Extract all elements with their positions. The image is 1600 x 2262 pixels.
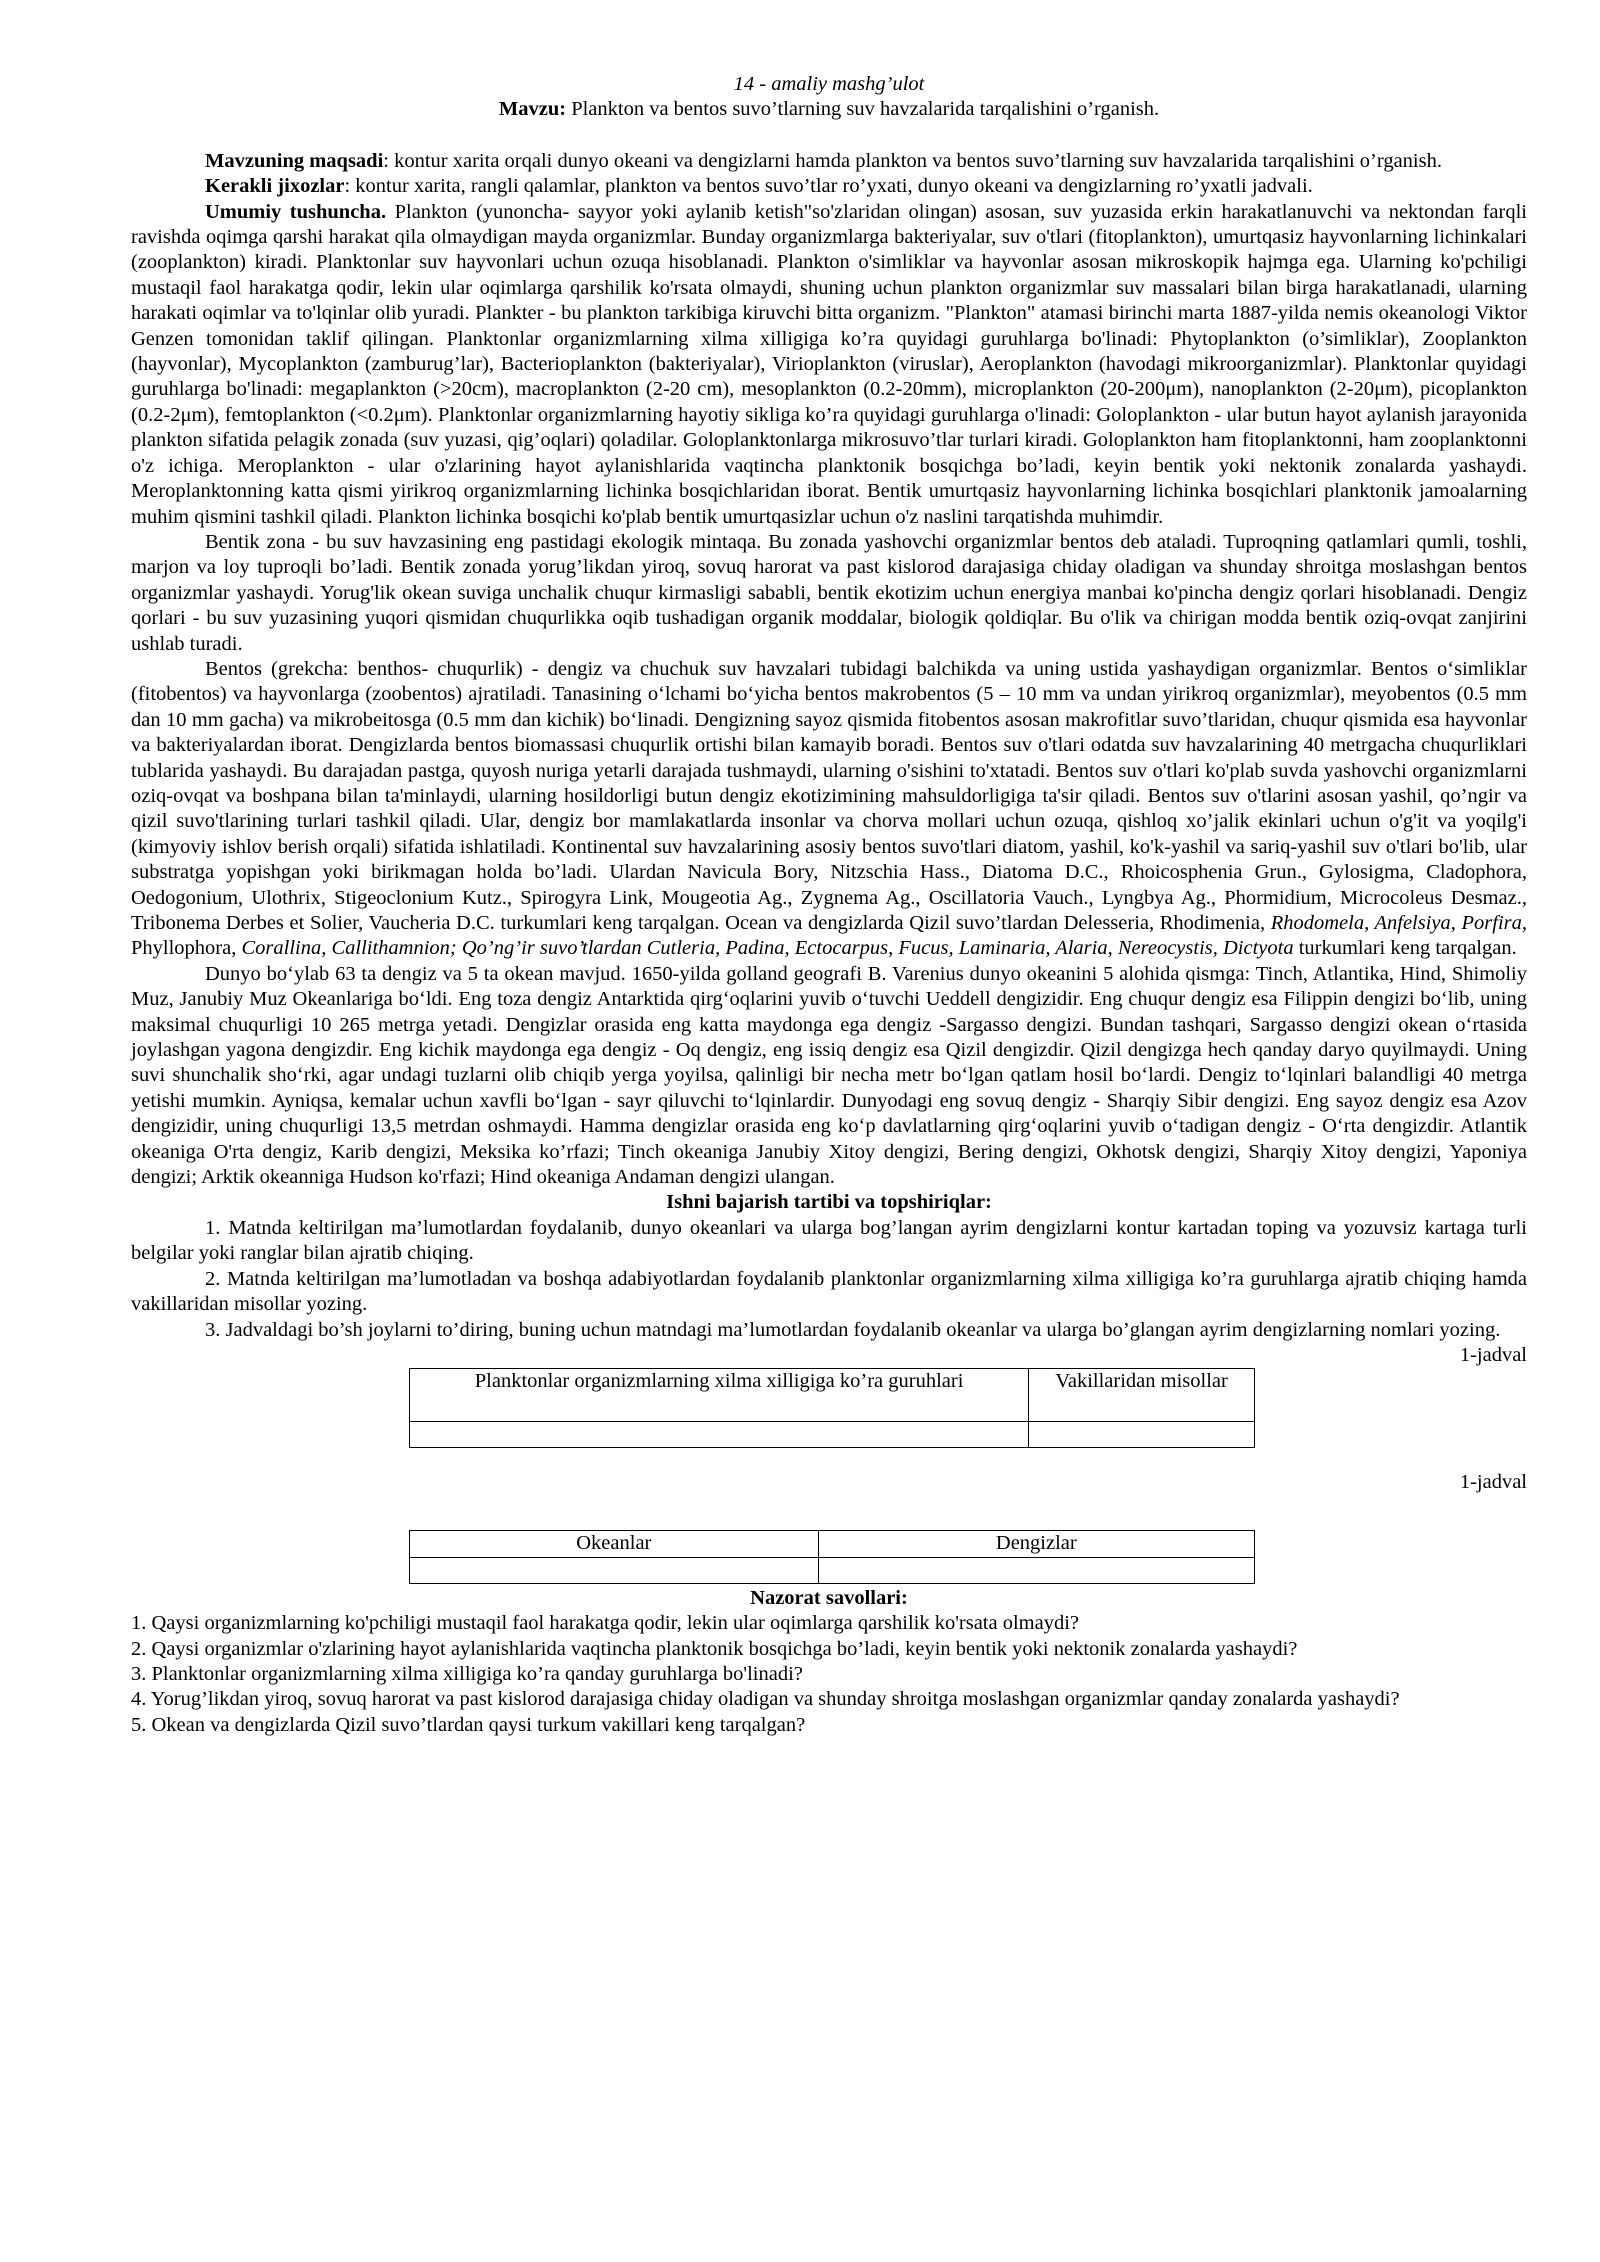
question-item-2: 2. Qaysi organizmlar o'zlarining hayot aylanishlarida vaqtincha planktonik bosqichga bo’ladi, keyin bentik yoki nektonik zonalarda yashaydi? — [131, 1637, 1298, 1660]
document-page — [131, 72, 1527, 1738]
questions-list — [131, 1611, 1527, 1738]
oceans-paragraph: Dunyo bo‘ylab 63 ta dengiz va 5 ta okean mavjud. 1650-yilda golland geografi B. Varenius dunyo okeanini 5 alohida qismga: Tinch, Atlantika, Hind, Shimoliy Muz, Janubiy Muz Okeanlariga bo‘ldi. Eng toza dengiz Antarktida qirg‘oqlarini yuvib o‘tuvchi Ueddell dengizidir. Eng chuqur dengiz esa Filippin dengizi bo‘lib, uning maksimal chuqurligi 10 265 metrga yetadi. Dengizlar orasida eng katta maydonga ega dengiz -Sargasso dengizi. Bundan tashqari, Sargasso dengizi okean o‘rtasida joylashgan yagona dengizdir. Eng kichik maydonga ega dengiz - Oq dengiz, eng issiq dengiz esa Qizil dengizdir. Qizil dengizga hech qanday daryo quyilmaydi. Uning suvi shunchalik sho‘rki, agar undagi tuzlarni olib chiqib yerga yoyilsa, qalinligi bir necha metr bo‘lgan qatlam hosil bo‘lardi. Dengiz to‘lqinlari balandligi 40 metrga yetishi mumkin. Ayniqsa, kemalar uchun xavfli bo‘lgan - sayr qiluvchi to‘lqinlardir. Dunyodagi eng sovuq dengiz - Sharqiy Sibir dengizi. Eng sayoz dengiz esa Azov dengizidir, uning chuqurligi 13,5 metrdan oshmaydi. Hamma dengizlar orasida eng ko‘p davlatlarning qirg‘oqlarini yuvib o‘tadigan dengiz - O‘rta dengizdir. Atlantik okeaniga O'rta dengiz, Karib dengizi, Meksika ko’rfazi; Tinch okeaniga Janubiy Xitoy dengizi, Bering dengizi, Okhotsk dengizi, Sharqiy Xitoy dengizi, Yaponiya dengizi; Arktik okeanniga Hudson ko'rfazi; Hind okeaniga Andaman dengizi ulangan. — [131, 962, 1527, 1189]
benthos-text-2: Phyllophora, — [131, 937, 242, 960]
table1-empty-cell[interactable] — [1029, 1422, 1255, 1448]
benthos-paragraph — [131, 657, 1527, 962]
question-item-3: 3. Planktonlar organizmlarning xilma xilligiga ko’ra qanday guruhlarga bo'linadi? — [131, 1662, 803, 1685]
table1-header-examples: Vakillaridan misollar — [1029, 1369, 1255, 1422]
table2-header-seas: Dengizlar — [818, 1530, 1254, 1557]
table2-caption: 1-jadval — [1459, 1471, 1527, 1494]
topic-label: Mavzu: — [498, 98, 567, 121]
benthos-text-3: turkumlari keng tarqalgan. — [1293, 937, 1517, 960]
tools-label: Kerakli jixozlar — [205, 175, 345, 198]
topic-text: Plankton va bentos suvo’tlarning suv havzalarida tarqalishini o’rganish. — [566, 98, 1160, 121]
task-item-3: 3. Jadvaldagi bo’sh joylarni to’diring, buning uchun matndagi ma’lumotlardan foydalanib okeanlar va ularga bo’glangan ayrim dengizlarning nomlari yozing. — [205, 1318, 1501, 1341]
tools-paragraph — [131, 174, 1527, 199]
oceans-seas-table — [409, 1530, 1255, 1584]
table2-empty-cell[interactable] — [818, 1557, 1254, 1583]
topic-line — [131, 97, 1527, 122]
purpose-paragraph — [131, 149, 1527, 174]
table1-header-groups: Planktonlar organizmlarning xilma xilligiga ko’ra guruhlari — [410, 1369, 1029, 1422]
purpose-text: : kontur xarita orqali dunyo okeani va dengizlarni hamda plankton va bentos suvo’tlarning suv havzalarida tarqalishini o’rganish. — [383, 149, 1442, 172]
questions-heading: Nazorat savollari: — [750, 1586, 908, 1609]
task-item-1: 1. Matnda keltirilgan ma’lumotlardan foydalanib, dunyo okeanlari va ularga bog’langan ayrim dengizlarni kontur kartadan toping va yozuvsiz kartaga turli belgilar yoki ranglar bilan ajratib chiqing. — [131, 1216, 1527, 1265]
concept-paragraph — [131, 200, 1527, 530]
concept-text: Plankton (yunoncha- sayyor yoki aylanib ketish"so'zlaridan olingan) asosan, suv yuzasida erkin harakatlanuvchi va nektondan farqli ravishda oqimga qarshi harakat qila olmaydigan mayda organizmlar. Bunday organizmlarga bakteriyalar, suv o'tlari (fitoplankton), umurtqasiz hayvonlarning lichinkalari (zooplankton) kiradi. Planktonlar suv hayvonlari uchun ozuqa hisoblanadi. Plankton o'simliklar va hayvonlar asosan mikroskopik hajmga ega. Ularning ko'pchiligi mustaqil faol harakatga qodir, lekin ular oqimlarga qarshilik ko'rsata olmaydi, shuning uchun plankton organizmlar suv massalari bilan birga harakatlanadi, ularning harakati oqimlar va to'lqinlar olib yuradi. Plankter - bu plankton tarkibiga kiruvchi bitta organizm. "Plankton" atamasi birinchi marta 1887-yilda nemis okeanologi Viktor Genzen tomonidan taklif qilingan. Planktonlar organizmlarning xilma xilligiga ko’ra quyidagi guruhlarga bo'linadi: Phytoplankton (o’simliklar), Zooplankton (hayvonlar), Mycoplankton (zamburug’lar), Bacterioplankton (bakteriyalar), Virioplankton (viruslar), Aeroplankton (havodagi mikroorganizmlar). Planktonlar quyidagi guruhlarga bo'linadi: megaplankton (>20cm), macroplankton (2-20 cm), mesoplankton (0.2-20mm), microplankton (20-200μm), nanoplankton (2-20μm), picoplankton (0.2-2μm), femtoplankton (<0.2μm). Planktonlar organizmlarning hayotiy sikliga ko’ra quyidagi guruhlarga o'linadi: Goloplankton - ular butun hayot aylanish jarayonida plankton sifatida pelagik zonada (suv yuzasi, qig’oqlari) qoladilar. Goloplanktonlarga mikrosuvo’tlar turlari kiradi. Goloplankton ham fitoplanktonni, ham zooplanktonni o'z ichiga. Meroplankton - ular o'zlarining hayot aylanishlarida vaqtincha planktonik bosqichga bo’ladi, keyin bentik yoki nektonik zonalarda yashaydi. Meroplanktonning katta qismi yirikroq organizmlarning lichinka bosqichlaridan iborat. Bentik umurtqasiz hayvonlarning lichinka bosqichlari planktonik jamoalarning muhim qismini tashkil qiladi. Plankton lichinka bosqichi ko'plab bentik umurtqasizlar uchun o'z naslini tarqatishda muhimdir. — [131, 200, 1527, 528]
plankton-groups-table — [409, 1368, 1255, 1448]
concept-label: Umumiy tushuncha. — [205, 200, 387, 223]
table2-empty-cell[interactable] — [410, 1557, 819, 1583]
table1-caption: 1-jadval — [1459, 1343, 1527, 1366]
question-item-1: 1. Qaysi organizmlarning ko'pchiligi mustaqil faol harakatga qodir, lekin ular oqimlarga qarshilik ko'rsata olmaydi? — [131, 1612, 1080, 1635]
task-item-2: 2. Matnda keltirilgan ma’lumotladan va boshqa adabiyotlardan foydalanib planktonlar organizmlarning xilma xilligiga ko’ra guruhlarga ajratib chiqing hamda vakillaridan misollar yozing. — [131, 1267, 1527, 1316]
benthic-zone-paragraph: Bentik zona - bu suv havzasining eng pastidagi ekologik mintaqa. Bu zonada yashovchi organizmlar bentos deb ataladi. Tuproqning qatlamlari qumli, toshli, marjon va loy tuproqli bo’ladi. Bentik zonada yorug’likdan yiroq, sovuq harorat va past kislorod darajasiga chiday oladigan va shunday shroitga moslashgan bentos organizmlar yashaydi. Yorug'lik okean suviga unchalik chuqur kirmasligi sababli, bentik ekotizim uchun energiya manbai ko'pincha dengiz qorlari hisoblanadi. Dengiz qorlari - bu suv yuzasining yuqori qismidan chuqurlikka oqib tushadigan organik moddalar, biologik qoldiqlar. Bu o'lik va chirigan modda bentik oziq-ovqat zanjirini ushlab turadi. — [131, 530, 1527, 655]
benthos-text-1: Bentos (grekcha: benthos- chuqurlik) - dengiz va chuchuk suv havzalari tubidagi balchikda va uning ustida yashaydigan organizmlar. Bentos o‘simliklar (fitobentos) va hayvonlarga (zoobentos) ajratiladi. Tanasining o‘lchami bo‘yicha bentos makrobentos (5 – 10 mm va undan yirikroq organizmlar), meyobentos (0.5 mm dan 10 mm gacha) va mikrobeitosga (0.5 mm dan kichik) bo‘linadi. Dengizning sayoz qismida fitobentos asosan makrofitlar suvo’tlaridan, chuqur qismida esa hayvonlar va bakteriyalardan iborat. Dengizlarda bentos biomassasi chuqurlik ortishi bilan kamayib boradi. Bentos suv o'tlari odatda suv havzalarining 40 metrgacha chuqurliklari tublarida yashaydi. Bu darajadan pastga, quyosh nuriga yetarli darajada tushmaydi, ularning o'sishini to'xtatadi. Bentos suv o'tlari ko'plab suvda yashovchi organizmlarni oziq-ovqat va boshpana bilan ta'minlaydi, ularning hosildorligi butun dengiz ekotizimining mahsuldorligiga ta'sir qiladi. Bentos suv o'tlarini asosan yashil, qo’ngir va qizil suvo'tlarining turlari tashkil qiladi. Ular, dengiz bor mamlakatlarda insonlar va chorva mollari uchun ozuqa, qishloq xo’jalik ekinlari uchun o'g'it va yoqilg'i (kimyoviy ishlov berish orqali) sifatida ishlatiladi. Kontinental suv havzalarining asosiy bentos suvo'tlari diatom, yashil, ko'k-yashil va sariq-yashil suv o'tlari bo'lib, ular substratga yopishgan yoki birikmagan holda bo’ladi. Ulardan Navicula Bory, Nitzschia Hass., Diatoma D.C., Rhoicosphenia Grun., Gylosigma, Cladophora, Oedogonium, Ulothrix, Stigeoclonium Kutz., Spirogyra Link, Mougeotia Ag., Zygnema Ag., Oscillatoria Vauch., Lyngbya Ag., Phormidium, Microcoleus Desmaz., Tribonema Derbes et Solier, Vaucheria D.C. turkumlari keng tarqalgan. Ocean va dengizlarda Qizil suvo’tlardan Delesseria, Rhodimenia, — [131, 657, 1527, 934]
table1-empty-cell[interactable] — [410, 1422, 1029, 1448]
benthos-italic-1: Rhodomela, Anfelsiya, Porfira, — [1270, 912, 1528, 934]
table2-header-oceans: Okeanlar — [410, 1530, 819, 1557]
tools-text: : kontur xarita, rangli qalamlar, plankton va bentos suvo’tlar ro’yxati, dunyo okeani va dengizlarning ro’yxatli jadvali. — [344, 175, 1313, 198]
benthos-italic-2: Corallina, Callithamnion; Qo’ng’ir suvo’tlardan Cutleria, Padina, Ectocarpus, Fucus, Laminaria, Alaria, Nereocystis, Dictyota — [241, 937, 1294, 960]
question-item-4: 4. Yorug’likdan yiroq, sovuq harorat va past kislorod darajasiga chiday oladigan va shunday shroitga moslashgan organizmlar qanday zonalarda yashaydi? — [131, 1688, 1400, 1711]
purpose-label: Mavzuning maqsadi — [205, 149, 384, 172]
tasks-heading: Ishni bajarish tartibi va topshiriqlar: — [666, 1191, 992, 1214]
lesson-number: 14 - amaliy mashg’ulot — [733, 73, 925, 95]
question-item-5: 5. Okean va dengizlarda Qizil suvo’tlardan qaysi turkum vakillari keng tarqalgan? — [131, 1713, 806, 1736]
